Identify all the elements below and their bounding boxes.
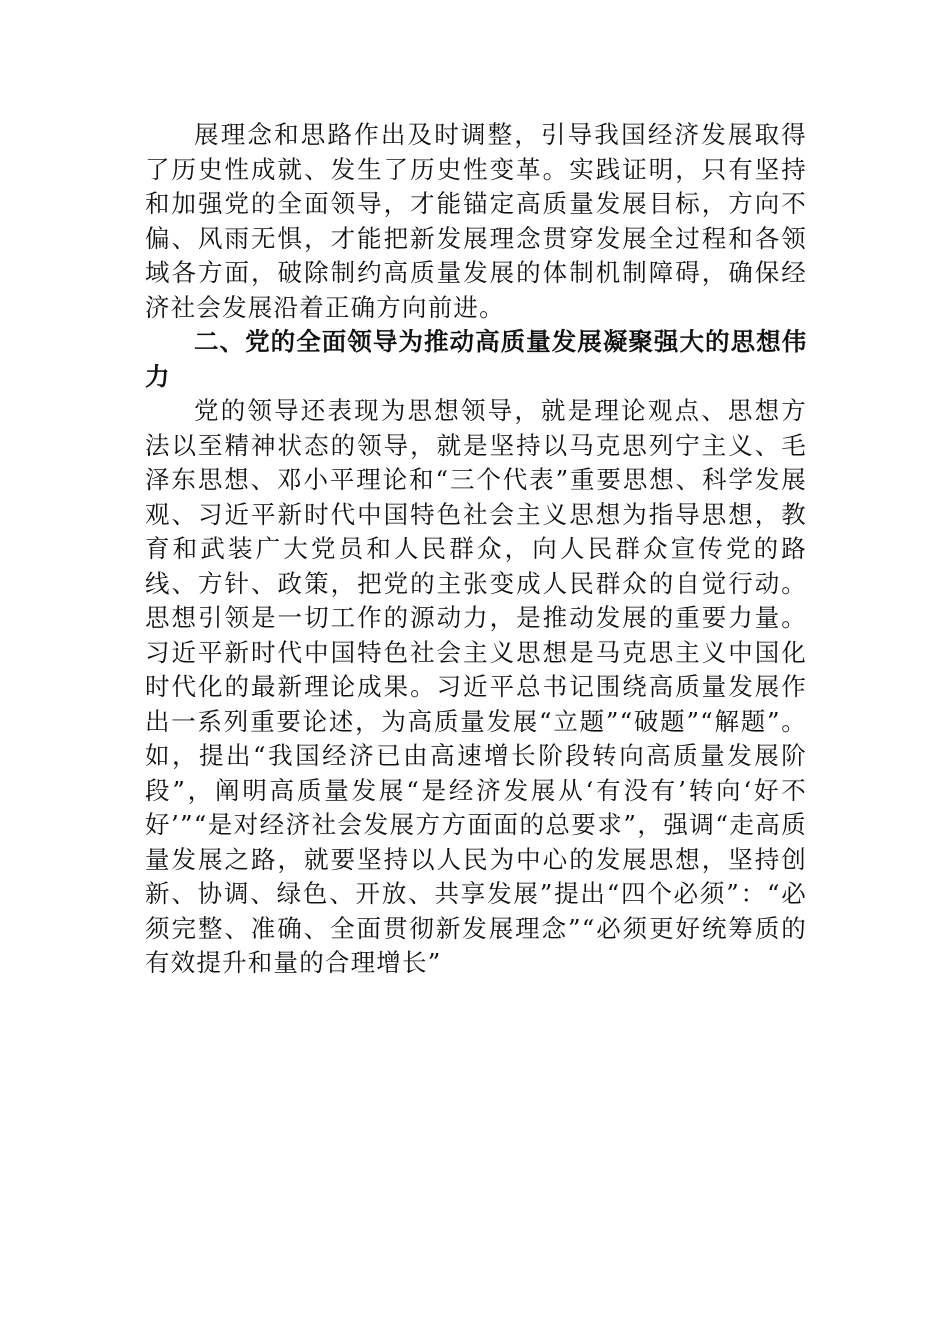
section-heading: 二、党的全面领导为推动高质量发展凝聚强大的思想伟力 — [145, 327, 807, 391]
body-paragraph-continuation: 展理念和思路作出及时调整，引导我国经济发展取得了历史性成就、发生了历史性变革。实践证明，只有坚持和加强党的全面领导，才能锚定高质量发展目标，方向不偏、风雨无惧，才能把新发展理念贯穿发展全过程和各领域各方面，破除制约高质量发展的体制机制障碍，确保经济社会发展沿着正确方向前进。 — [145, 120, 807, 322]
document-body — [145, 118, 807, 981]
body-paragraph: 党的领导还表现为思想领导，就是理论观点、思想方法以至精神状态的领导，就是坚持以马克思列宁主义、毛泽东思想、邓小平理论和“三个代表”重要思想、科学发展观、习近平新时代中国特色社会主义思想为指导思想，教育和武装广大党员和人民群众，向人民群众宣传党的路线、方针、政策，把党的主张变成人民群众的自觉行动。思想引领是一切工作的源动力，是推动发展的重要力量。习近平新时代中国特色社会主义思想是马克思主义中国化时代化的最新理论成果。习近平总书记围绕高质量发展作出一系列重要论述，为高质量发展“立题”“破题”“解题”。如，提出“我国经济已由高速增长阶段转向高质量发展阶段”，阐明高质量发展“是经济发展从‘有没有’转向‘好不好’”“是对经济社会发展方方面面的总要求”，强调“走高质量发展之路，就要坚持以人民为中心的发展思想，坚持创新、协调、绿色、开放、共享发展”提出“四个必须”：“必须完整、准确、全面贯彻新发展理念”“必须更好统筹质的有效提升和量的合理增长” — [145, 396, 807, 977]
